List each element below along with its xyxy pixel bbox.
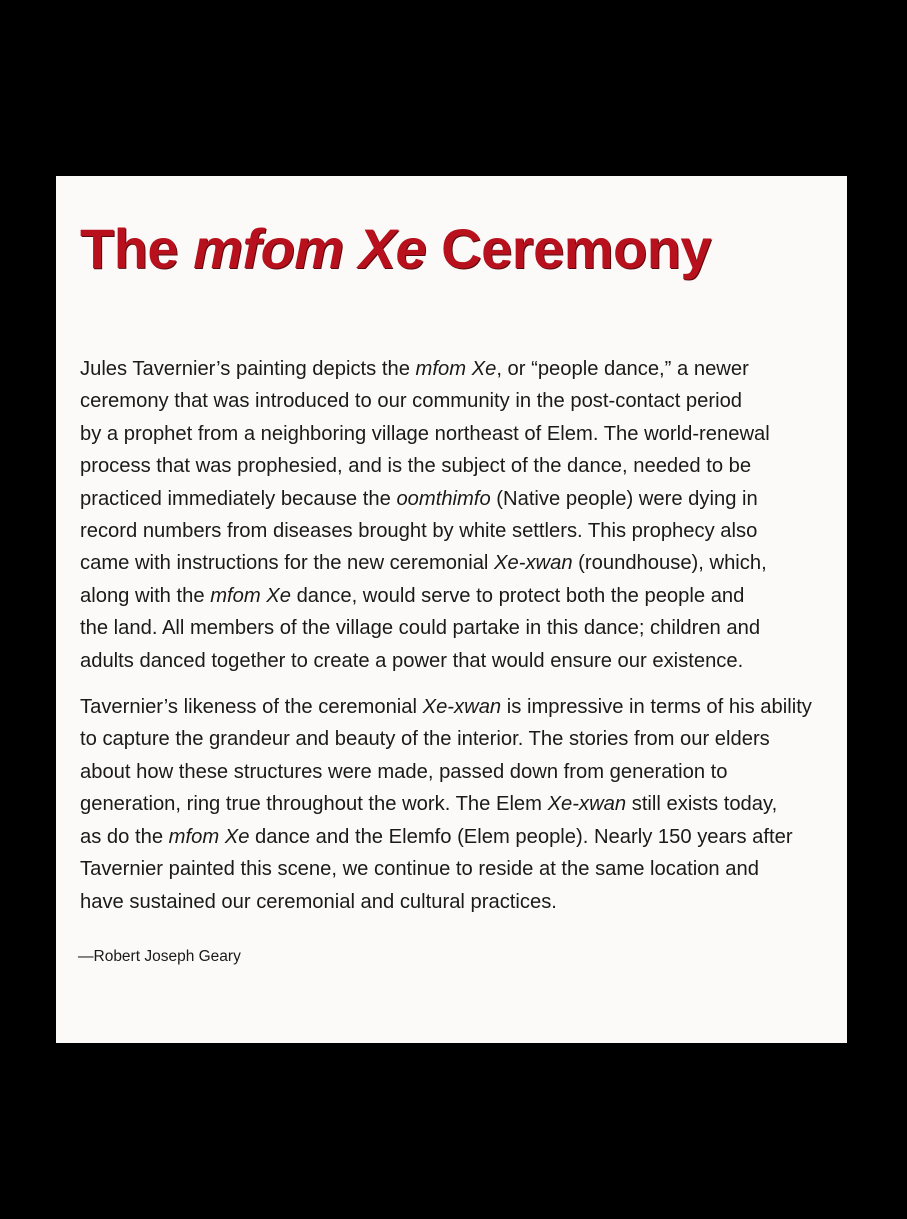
text-span: Tavernier’s likeness of the ceremonial xyxy=(80,696,423,719)
text-span: along with the xyxy=(80,584,211,607)
title-prefix: The xyxy=(80,217,194,280)
page-title xyxy=(80,214,711,284)
text-line: adults danced together to create a power that would ensure our existence. xyxy=(80,649,744,672)
paragraph-1 xyxy=(80,353,832,677)
text-span: generation, ring true throughout the work. The Elem xyxy=(80,793,548,816)
text-line xyxy=(80,821,832,853)
text-span: as do the xyxy=(80,825,169,848)
text-span: , or “people dance,” a newer xyxy=(496,358,749,380)
text-span: Jules Tavernier’s painting depicts the xyxy=(80,358,416,380)
text-line: to capture the grandeur and beauty of the interior. The stories from our elders xyxy=(80,728,770,751)
text-line xyxy=(80,580,832,612)
italic-term: mfom Xe xyxy=(168,825,250,848)
text-span: practiced immediately because the xyxy=(80,487,397,510)
text-line: about how these structures were made, passed down from generation to xyxy=(80,760,728,783)
italic-term: Xe-xwan xyxy=(494,552,573,575)
text-line: have sustained our ceremonial and cultural practices. xyxy=(80,890,557,913)
italic-term: mfom Xe xyxy=(210,584,291,607)
text-span: (Native people) were dying in xyxy=(490,487,758,510)
title-suffix: Ceremony xyxy=(426,217,712,280)
italic-term: Xe-xwan xyxy=(547,793,627,816)
author-signature: —Robert Joseph Geary xyxy=(78,948,241,965)
wall-label-panel xyxy=(56,176,847,1043)
text-line: ceremony that was introduced to our community in the post-contact period xyxy=(80,390,743,413)
text-line xyxy=(80,353,832,385)
text-span: came with instructions for the new ceremonial xyxy=(80,552,495,575)
title-italic: mfom Xe xyxy=(193,217,427,280)
text-line: process that was prophesied, and is the subject of the dance, needed to be xyxy=(80,455,752,478)
text-span: dance and the Elemfo (Elem people). Nearly 150 years after xyxy=(249,825,793,848)
text-line: by a prophet from a neighboring village northeast of Elem. The world-renewal xyxy=(80,422,770,445)
italic-term: mfom Xe xyxy=(415,358,497,380)
text-line: record numbers from diseases brought by white settlers. This prophecy also xyxy=(80,520,758,543)
text-line xyxy=(80,547,832,579)
text-line xyxy=(80,483,832,515)
text-span: dance, would serve to protect both the people and xyxy=(290,584,745,607)
paragraph-2 xyxy=(80,691,832,918)
text-line: the land. All members of the village could partake in this dance; children and xyxy=(80,617,761,640)
text-span: still exists today, xyxy=(626,793,778,816)
italic-term: oomthimfo xyxy=(396,487,491,510)
text-line: Tavernier painted this scene, we continue to reside at the same location and xyxy=(80,858,759,881)
text-span: (roundhouse), which, xyxy=(572,552,767,575)
label-body xyxy=(80,353,832,932)
text-line xyxy=(80,691,832,723)
text-span: is impressive in terms of his ability xyxy=(501,696,812,719)
italic-term: Xe-xwan xyxy=(422,696,502,719)
text-line xyxy=(80,788,832,820)
